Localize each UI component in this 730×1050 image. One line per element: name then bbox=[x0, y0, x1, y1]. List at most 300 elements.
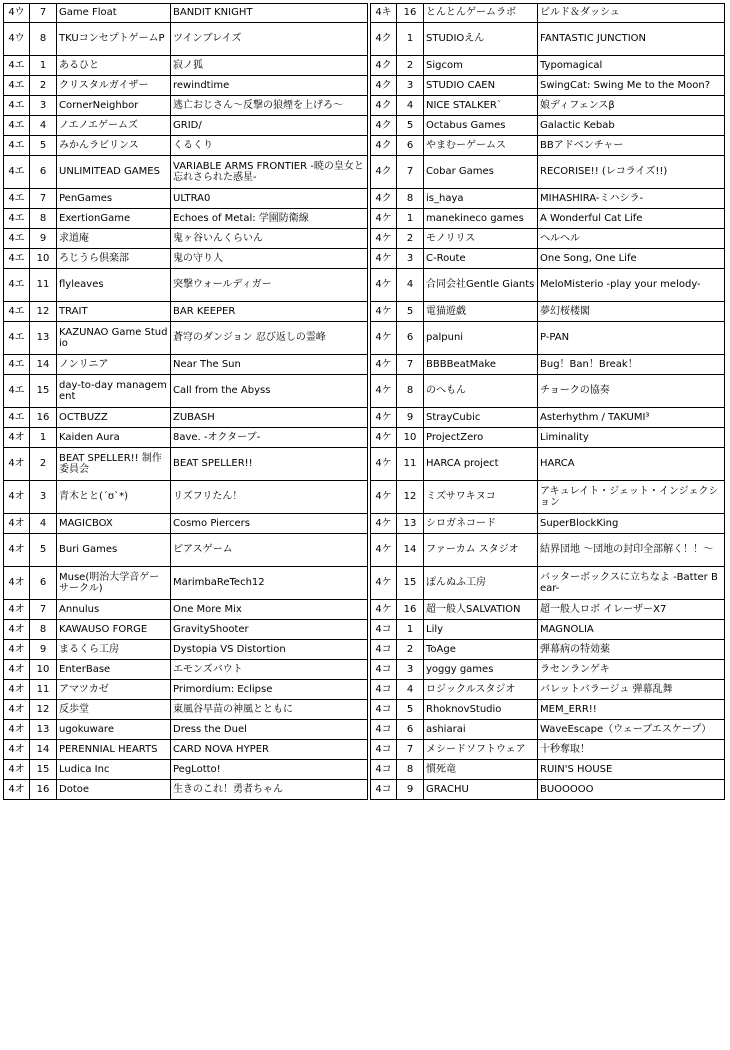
right-no-cell: 5 bbox=[397, 302, 424, 322]
left-area-cell: 4オ bbox=[4, 567, 30, 600]
right-no-cell: 3 bbox=[397, 660, 424, 680]
right-area-cell: 4ケ bbox=[371, 567, 397, 600]
left-area-cell: 4エ bbox=[4, 249, 30, 269]
right-title-cell: BBアドベンチャー bbox=[538, 136, 725, 156]
right-no-cell: 9 bbox=[397, 408, 424, 428]
left-area-cell: 4オ bbox=[4, 680, 30, 700]
right-title-cell: バレットバラージュ 弾幕乱舞 bbox=[538, 680, 725, 700]
left-circle-cell: TRAIT bbox=[57, 302, 171, 322]
right-area-cell: 4ケ bbox=[371, 209, 397, 229]
left-title-cell: ツインブレイズ bbox=[171, 23, 368, 56]
right-area-cell: 4ケ bbox=[371, 322, 397, 355]
left-title-cell: rewindtime bbox=[171, 76, 368, 96]
left-title-cell: ULTRA0 bbox=[171, 189, 368, 209]
right-area-cell: 4コ bbox=[371, 780, 397, 800]
right-area-cell: 4ク bbox=[371, 23, 397, 56]
left-circle-cell: ノンリニア bbox=[57, 355, 171, 375]
right-circle-cell: ファーカム スタジオ bbox=[424, 534, 538, 567]
right-area-cell: 4コ bbox=[371, 740, 397, 760]
left-area-cell: 4エ bbox=[4, 209, 30, 229]
left-title-cell: 生きのこれ！勇者ちゃん bbox=[171, 780, 368, 800]
booth-table bbox=[3, 3, 725, 800]
left-title-cell: Dystopia VS Distortion bbox=[171, 640, 368, 660]
right-title-cell: チョークの協奏 bbox=[538, 375, 725, 408]
left-circle-cell: 反歩堂 bbox=[57, 700, 171, 720]
left-title-cell: MarimbaReTech12 bbox=[171, 567, 368, 600]
booth-row bbox=[4, 740, 725, 760]
left-circle-cell: ExertionGame bbox=[57, 209, 171, 229]
right-no-cell: 12 bbox=[397, 481, 424, 514]
left-area-cell: 4エ bbox=[4, 269, 30, 302]
left-area-cell: 4オ bbox=[4, 600, 30, 620]
right-circle-cell: STUDIO CAEN bbox=[424, 76, 538, 96]
right-title-cell: 娘ディフェンスβ bbox=[538, 96, 725, 116]
left-circle-cell: PERENNIAL HEARTS bbox=[57, 740, 171, 760]
left-no-cell: 14 bbox=[30, 740, 57, 760]
booth-row bbox=[4, 375, 725, 408]
right-circle-cell: 超一般人SALVATION bbox=[424, 600, 538, 620]
right-title-cell: SuperBlockKing bbox=[538, 514, 725, 534]
left-title-cell: One More Mix bbox=[171, 600, 368, 620]
right-no-cell: 14 bbox=[397, 534, 424, 567]
right-circle-cell: Octabus Games bbox=[424, 116, 538, 136]
right-circle-cell: BBBBeatMake bbox=[424, 355, 538, 375]
booth-list-sheet bbox=[3, 3, 725, 800]
right-no-cell: 1 bbox=[397, 23, 424, 56]
right-area-cell: 4ケ bbox=[371, 408, 397, 428]
right-no-cell: 3 bbox=[397, 76, 424, 96]
booth-row bbox=[4, 408, 725, 428]
left-circle-cell: Game Float bbox=[57, 4, 171, 23]
left-title-cell: 突撃ウォールディガー bbox=[171, 269, 368, 302]
right-no-cell: 15 bbox=[397, 567, 424, 600]
right-title-cell: BUOOOOO bbox=[538, 780, 725, 800]
right-area-cell: 4コ bbox=[371, 620, 397, 640]
left-area-cell: 4エ bbox=[4, 116, 30, 136]
right-circle-cell: yoggy games bbox=[424, 660, 538, 680]
right-title-cell: MEM_ERR!! bbox=[538, 700, 725, 720]
right-title-cell: A Wonderful Cat Life bbox=[538, 209, 725, 229]
left-title-cell: エモンズバウト bbox=[171, 660, 368, 680]
left-circle-cell: ugokuware bbox=[57, 720, 171, 740]
right-circle-cell: is_haya bbox=[424, 189, 538, 209]
right-area-cell: 4コ bbox=[371, 720, 397, 740]
left-area-cell: 4オ bbox=[4, 720, 30, 740]
right-no-cell: 11 bbox=[397, 448, 424, 481]
right-area-cell: 4ク bbox=[371, 76, 397, 96]
right-title-cell: 弾幕病の特効薬 bbox=[538, 640, 725, 660]
booth-row bbox=[4, 249, 725, 269]
right-circle-cell: シロガネコード bbox=[424, 514, 538, 534]
right-title-cell: 結界団地 〜団地の封印全部解く！！〜 bbox=[538, 534, 725, 567]
right-no-cell: 7 bbox=[397, 740, 424, 760]
right-area-cell: 4ケ bbox=[371, 428, 397, 448]
left-no-cell: 3 bbox=[30, 481, 57, 514]
left-title-cell: GRID/ bbox=[171, 116, 368, 136]
left-area-cell: 4オ bbox=[4, 428, 30, 448]
booth-row bbox=[4, 720, 725, 740]
booth-row bbox=[4, 156, 725, 189]
right-circle-cell: manekineco games bbox=[424, 209, 538, 229]
right-area-cell: 4ケ bbox=[371, 375, 397, 408]
booth-row bbox=[4, 23, 725, 56]
right-title-cell: HARCA bbox=[538, 448, 725, 481]
left-circle-cell: まるくら工房 bbox=[57, 640, 171, 660]
right-area-cell: 4コ bbox=[371, 700, 397, 720]
left-no-cell: 7 bbox=[30, 600, 57, 620]
left-title-cell: Primordium: Eclipse bbox=[171, 680, 368, 700]
booth-row bbox=[4, 96, 725, 116]
right-area-cell: 4ク bbox=[371, 96, 397, 116]
right-area-cell: 4ク bbox=[371, 189, 397, 209]
left-area-cell: 4オ bbox=[4, 640, 30, 660]
left-no-cell: 5 bbox=[30, 136, 57, 156]
right-no-cell: 1 bbox=[397, 620, 424, 640]
right-title-cell: ヘルヘル bbox=[538, 229, 725, 249]
left-no-cell: 2 bbox=[30, 76, 57, 96]
right-circle-cell: やまむーゲームス bbox=[424, 136, 538, 156]
booth-row bbox=[4, 760, 725, 780]
left-circle-cell: ろじうら倶楽部 bbox=[57, 249, 171, 269]
right-title-cell: P-PAN bbox=[538, 322, 725, 355]
right-no-cell: 7 bbox=[397, 156, 424, 189]
right-no-cell: 9 bbox=[397, 780, 424, 800]
right-no-cell: 3 bbox=[397, 249, 424, 269]
right-circle-cell: ぽんぬふ工房 bbox=[424, 567, 538, 600]
right-title-cell: Liminality bbox=[538, 428, 725, 448]
left-circle-cell: アマツカゼ bbox=[57, 680, 171, 700]
left-circle-cell: KAZUNAO Game Studio bbox=[57, 322, 171, 355]
left-no-cell: 4 bbox=[30, 514, 57, 534]
left-no-cell: 2 bbox=[30, 448, 57, 481]
right-circle-cell: RhoknovStudio bbox=[424, 700, 538, 720]
left-area-cell: 4オ bbox=[4, 534, 30, 567]
right-title-cell: 夢幻桜楼閣 bbox=[538, 302, 725, 322]
right-circle-cell: ミズサワキヌコ bbox=[424, 481, 538, 514]
booth-row bbox=[4, 116, 725, 136]
left-area-cell: 4エ bbox=[4, 355, 30, 375]
left-title-cell: 8ave. -オクターブ- bbox=[171, 428, 368, 448]
right-title-cell: ラセンランゲキ bbox=[538, 660, 725, 680]
right-title-cell: SwingCat: Swing Me to the Moon? bbox=[538, 76, 725, 96]
right-no-cell: 8 bbox=[397, 760, 424, 780]
left-no-cell: 16 bbox=[30, 408, 57, 428]
left-title-cell: VARIABLE ARMS FRONTIER -暁の皇女と忘れさられた惑星- bbox=[171, 156, 368, 189]
booth-row bbox=[4, 136, 725, 156]
left-circle-cell: みかんラビリンス bbox=[57, 136, 171, 156]
left-title-cell: 蒼穹のダンジョン 忍び返しの霊峰 bbox=[171, 322, 368, 355]
booth-row bbox=[4, 640, 725, 660]
left-no-cell: 9 bbox=[30, 229, 57, 249]
left-area-cell: 4オ bbox=[4, 660, 30, 680]
right-title-cell: アキュレイト・ジェット・インジェクション bbox=[538, 481, 725, 514]
booth-row bbox=[4, 660, 725, 680]
left-area-cell: 4エ bbox=[4, 56, 30, 76]
left-area-cell: 4オ bbox=[4, 700, 30, 720]
left-circle-cell: Muse(明治大学音ゲーサークル) bbox=[57, 567, 171, 600]
left-no-cell: 11 bbox=[30, 269, 57, 302]
right-title-cell: Bug！Ban！Break！ bbox=[538, 355, 725, 375]
left-area-cell: 4ウ bbox=[4, 4, 30, 23]
right-area-cell: 4ケ bbox=[371, 448, 397, 481]
right-no-cell: 1 bbox=[397, 209, 424, 229]
left-area-cell: 4オ bbox=[4, 448, 30, 481]
right-area-cell: 4ケ bbox=[371, 249, 397, 269]
right-circle-cell: NICE STALKER` bbox=[424, 96, 538, 116]
right-circle-cell: STUDIOえん bbox=[424, 23, 538, 56]
left-title-cell: 鬼の守り人 bbox=[171, 249, 368, 269]
right-circle-cell: 合同会社Gentle Giants bbox=[424, 269, 538, 302]
left-no-cell: 8 bbox=[30, 23, 57, 56]
right-title-cell: 超一般人ロボ イレーザーX7 bbox=[538, 600, 725, 620]
right-title-cell: One Song, One Life bbox=[538, 249, 725, 269]
right-no-cell: 4 bbox=[397, 680, 424, 700]
left-circle-cell: PenGames bbox=[57, 189, 171, 209]
left-title-cell: 鬼ヶ谷いんくらいん bbox=[171, 229, 368, 249]
left-area-cell: 4ウ bbox=[4, 23, 30, 56]
left-area-cell: 4エ bbox=[4, 189, 30, 209]
booth-row bbox=[4, 600, 725, 620]
booth-row bbox=[4, 229, 725, 249]
right-circle-cell: 慣死竜 bbox=[424, 760, 538, 780]
right-title-cell: Galactic Kebab bbox=[538, 116, 725, 136]
left-title-cell: GravityShooter bbox=[171, 620, 368, 640]
right-area-cell: 4ケ bbox=[371, 269, 397, 302]
left-area-cell: 4エ bbox=[4, 96, 30, 116]
left-area-cell: 4オ bbox=[4, 780, 30, 800]
right-no-cell: 2 bbox=[397, 229, 424, 249]
left-area-cell: 4エ bbox=[4, 156, 30, 189]
right-title-cell: バッターボックスに立ちなよ -Batter Bear- bbox=[538, 567, 725, 600]
booth-row bbox=[4, 620, 725, 640]
left-no-cell: 10 bbox=[30, 249, 57, 269]
booth-row bbox=[4, 189, 725, 209]
booth-row bbox=[4, 76, 725, 96]
left-circle-cell: Dotoe bbox=[57, 780, 171, 800]
booth-row bbox=[4, 448, 725, 481]
right-circle-cell: GRACHU bbox=[424, 780, 538, 800]
right-area-cell: 4ク bbox=[371, 136, 397, 156]
booth-row bbox=[4, 700, 725, 720]
left-area-cell: 4オ bbox=[4, 740, 30, 760]
left-circle-cell: CornerNeighbor bbox=[57, 96, 171, 116]
right-title-cell: RECORISE!! (レコライズ!!) bbox=[538, 156, 725, 189]
left-title-cell: 東風谷早苗の神風とともに bbox=[171, 700, 368, 720]
left-no-cell: 15 bbox=[30, 375, 57, 408]
left-no-cell: 15 bbox=[30, 760, 57, 780]
right-area-cell: 4コ bbox=[371, 660, 397, 680]
right-no-cell: 6 bbox=[397, 136, 424, 156]
left-title-cell: ZUBASH bbox=[171, 408, 368, 428]
right-title-cell: MIHASHIRA-ミハシラ- bbox=[538, 189, 725, 209]
booth-row bbox=[4, 534, 725, 567]
left-circle-cell: BEAT SPELLER!! 制作委員会 bbox=[57, 448, 171, 481]
left-title-cell: ピアスゲーム bbox=[171, 534, 368, 567]
right-circle-cell: C-Route bbox=[424, 249, 538, 269]
left-circle-cell: ノエノエゲームズ bbox=[57, 116, 171, 136]
left-circle-cell: flyleaves bbox=[57, 269, 171, 302]
right-title-cell: FANTASTIC JUNCTION bbox=[538, 23, 725, 56]
left-circle-cell: EnterBase bbox=[57, 660, 171, 680]
left-no-cell: 12 bbox=[30, 302, 57, 322]
right-circle-cell: のへもん bbox=[424, 375, 538, 408]
left-circle-cell: 求道庵 bbox=[57, 229, 171, 249]
booth-row bbox=[4, 355, 725, 375]
right-area-cell: 4コ bbox=[371, 640, 397, 660]
left-title-cell: リズフリたん！ bbox=[171, 481, 368, 514]
left-area-cell: 4オ bbox=[4, 620, 30, 640]
right-title-cell: Asterhythm / TAKUMI³ bbox=[538, 408, 725, 428]
left-circle-cell: UNLIMITEAD GAMES bbox=[57, 156, 171, 189]
left-circle-cell: Kaiden Aura bbox=[57, 428, 171, 448]
left-area-cell: 4エ bbox=[4, 136, 30, 156]
right-no-cell: 8 bbox=[397, 375, 424, 408]
booth-row bbox=[4, 680, 725, 700]
left-circle-cell: あるひと bbox=[57, 56, 171, 76]
left-no-cell: 13 bbox=[30, 322, 57, 355]
right-no-cell: 4 bbox=[397, 269, 424, 302]
right-area-cell: 4コ bbox=[371, 760, 397, 780]
left-area-cell: 4エ bbox=[4, 322, 30, 355]
right-circle-cell: palpuni bbox=[424, 322, 538, 355]
left-title-cell: BEAT SPELLER!! bbox=[171, 448, 368, 481]
right-area-cell: 4ケ bbox=[371, 302, 397, 322]
right-circle-cell: ProjectZero bbox=[424, 428, 538, 448]
right-circle-cell: HARCA project bbox=[424, 448, 538, 481]
right-no-cell: 8 bbox=[397, 189, 424, 209]
left-area-cell: 4エ bbox=[4, 229, 30, 249]
booth-row bbox=[4, 56, 725, 76]
left-title-cell: 寂ノ狐 bbox=[171, 56, 368, 76]
left-area-cell: 4エ bbox=[4, 408, 30, 428]
right-title-cell: MeloMisterio -play your melody- bbox=[538, 269, 725, 302]
left-no-cell: 6 bbox=[30, 567, 57, 600]
right-area-cell: 4ケ bbox=[371, 600, 397, 620]
left-no-cell: 4 bbox=[30, 116, 57, 136]
booth-row bbox=[4, 269, 725, 302]
left-circle-cell: OCTBUZZ bbox=[57, 408, 171, 428]
left-no-cell: 12 bbox=[30, 700, 57, 720]
left-circle-cell: day-to-day management bbox=[57, 375, 171, 408]
left-no-cell: 1 bbox=[30, 56, 57, 76]
left-no-cell: 6 bbox=[30, 156, 57, 189]
left-circle-cell: KAWAUSO FORGE bbox=[57, 620, 171, 640]
left-no-cell: 10 bbox=[30, 660, 57, 680]
right-no-cell: 2 bbox=[397, 56, 424, 76]
right-area-cell: 4ク bbox=[371, 116, 397, 136]
booth-row bbox=[4, 481, 725, 514]
left-no-cell: 13 bbox=[30, 720, 57, 740]
left-title-cell: Near The Sun bbox=[171, 355, 368, 375]
left-no-cell: 5 bbox=[30, 534, 57, 567]
booth-row bbox=[4, 209, 725, 229]
right-circle-cell: Cobar Games bbox=[424, 156, 538, 189]
right-area-cell: 4ケ bbox=[371, 481, 397, 514]
left-no-cell: 14 bbox=[30, 355, 57, 375]
left-circle-cell: MAGICBOX bbox=[57, 514, 171, 534]
right-circle-cell: とんとんゲームラボ bbox=[424, 4, 538, 23]
left-title-cell: Cosmo Piercers bbox=[171, 514, 368, 534]
left-title-cell: くるくり bbox=[171, 136, 368, 156]
booth-row bbox=[4, 514, 725, 534]
left-no-cell: 3 bbox=[30, 96, 57, 116]
left-title-cell: BAR KEEPER bbox=[171, 302, 368, 322]
right-area-cell: 4ク bbox=[371, 56, 397, 76]
left-no-cell: 7 bbox=[30, 189, 57, 209]
right-area-cell: 4ケ bbox=[371, 534, 397, 567]
left-circle-cell: TKUコンセプトゲームP bbox=[57, 23, 171, 56]
right-no-cell: 6 bbox=[397, 720, 424, 740]
booth-row bbox=[4, 4, 725, 23]
right-no-cell: 13 bbox=[397, 514, 424, 534]
right-circle-cell: Lily bbox=[424, 620, 538, 640]
right-circle-cell: メシードソフトウェア bbox=[424, 740, 538, 760]
left-area-cell: 4オ bbox=[4, 760, 30, 780]
right-area-cell: 4コ bbox=[371, 680, 397, 700]
right-circle-cell: 電猫遊戯 bbox=[424, 302, 538, 322]
left-circle-cell: Buri Games bbox=[57, 534, 171, 567]
booth-row bbox=[4, 322, 725, 355]
right-title-cell: ビルド＆ダッシュ bbox=[538, 4, 725, 23]
left-no-cell: 8 bbox=[30, 209, 57, 229]
right-no-cell: 10 bbox=[397, 428, 424, 448]
booth-row bbox=[4, 302, 725, 322]
left-circle-cell: Annulus bbox=[57, 600, 171, 620]
left-no-cell: 1 bbox=[30, 428, 57, 448]
left-circle-cell: Ludica Inc bbox=[57, 760, 171, 780]
left-title-cell: 逃亡おじさん〜反撃の狼煙を上げろ〜 bbox=[171, 96, 368, 116]
left-area-cell: 4エ bbox=[4, 302, 30, 322]
left-no-cell: 7 bbox=[30, 4, 57, 23]
left-title-cell: PegLotto! bbox=[171, 760, 368, 780]
right-circle-cell: ashiarai bbox=[424, 720, 538, 740]
right-no-cell: 2 bbox=[397, 640, 424, 660]
right-circle-cell: ロジックルスタジオ bbox=[424, 680, 538, 700]
left-title-cell: Dress the Duel bbox=[171, 720, 368, 740]
left-area-cell: 4オ bbox=[4, 481, 30, 514]
right-area-cell: 4ケ bbox=[371, 355, 397, 375]
right-no-cell: 5 bbox=[397, 116, 424, 136]
right-circle-cell: モノリリス bbox=[424, 229, 538, 249]
right-no-cell: 6 bbox=[397, 322, 424, 355]
right-area-cell: 4キ bbox=[371, 4, 397, 23]
booth-row bbox=[4, 567, 725, 600]
left-no-cell: 9 bbox=[30, 640, 57, 660]
left-circle-cell: クリスタルガイザー bbox=[57, 76, 171, 96]
right-title-cell: MAGNOLIA bbox=[538, 620, 725, 640]
right-area-cell: 4ケ bbox=[371, 229, 397, 249]
right-no-cell: 7 bbox=[397, 355, 424, 375]
left-circle-cell: 青木とと(´ʊ`*) bbox=[57, 481, 171, 514]
right-no-cell: 16 bbox=[397, 600, 424, 620]
left-area-cell: 4エ bbox=[4, 375, 30, 408]
left-area-cell: 4エ bbox=[4, 76, 30, 96]
right-title-cell: Typomagical bbox=[538, 56, 725, 76]
left-no-cell: 11 bbox=[30, 680, 57, 700]
right-circle-cell: Sigcom bbox=[424, 56, 538, 76]
right-no-cell: 4 bbox=[397, 96, 424, 116]
left-area-cell: 4オ bbox=[4, 514, 30, 534]
right-area-cell: 4ケ bbox=[371, 514, 397, 534]
left-title-cell: Echoes of Metal: 学園防衛線 bbox=[171, 209, 368, 229]
right-area-cell: 4ク bbox=[371, 156, 397, 189]
right-title-cell: WaveEscape（ウェーブエスケープ） bbox=[538, 720, 725, 740]
left-title-cell: Call from the Abyss bbox=[171, 375, 368, 408]
left-title-cell: BANDIT KNIGHT bbox=[171, 4, 368, 23]
left-title-cell: CARD NOVA HYPER bbox=[171, 740, 368, 760]
booth-row bbox=[4, 428, 725, 448]
left-no-cell: 8 bbox=[30, 620, 57, 640]
